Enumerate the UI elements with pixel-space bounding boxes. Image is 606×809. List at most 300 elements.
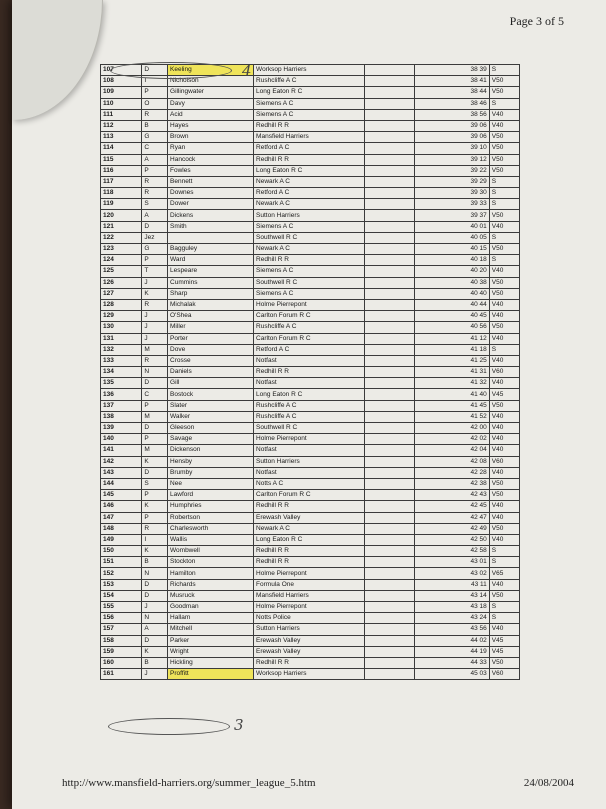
category-cell: V40 [489, 445, 519, 456]
table-row [101, 657, 520, 668]
position-cell: 129 [101, 311, 142, 322]
blank-cell [364, 165, 414, 176]
blank-cell [364, 501, 414, 512]
position-cell: 120 [101, 210, 142, 221]
category-cell: S [489, 255, 519, 266]
table-row [101, 501, 520, 512]
initial-cell: K [142, 456, 168, 467]
club-cell: Carlton Forum R C [254, 490, 365, 501]
time-cell: 45 03 [414, 669, 489, 680]
initial-cell: K [142, 288, 168, 299]
club-cell: Mansfield Harriers [254, 132, 365, 143]
blank-cell [364, 277, 414, 288]
initial-cell: P [142, 434, 168, 445]
page-number: Page 3 of 5 [509, 14, 564, 28]
blank-cell [364, 534, 414, 545]
table-row [101, 277, 520, 288]
surname-cell: Hayes [168, 120, 254, 131]
category-cell: V65 [489, 568, 519, 579]
club-cell: Newark A C [254, 199, 365, 210]
table-row [101, 154, 520, 165]
position-cell: 123 [101, 244, 142, 255]
time-cell: 43 18 [414, 602, 489, 613]
club-cell: Southwell R C [254, 277, 365, 288]
club-cell: Worksop Harriers [254, 669, 365, 680]
club-cell: Erewash Valley [254, 512, 365, 523]
table-row [101, 400, 520, 411]
initial-cell: R [142, 188, 168, 199]
surname-cell: Cummins [168, 277, 254, 288]
club-cell: Sutton Harriers [254, 624, 365, 635]
category-cell: S [489, 199, 519, 210]
initial-cell: P [142, 400, 168, 411]
position-cell: 154 [101, 590, 142, 601]
initial-cell: D [142, 467, 168, 478]
footer-date: 24/08/2004 [523, 777, 574, 789]
table-row [101, 367, 520, 378]
surname-cell: Hancock [168, 154, 254, 165]
blank-cell [364, 188, 414, 199]
initial-cell: M [142, 411, 168, 422]
club-cell: Redhill R R [254, 120, 365, 131]
surname-cell: Slater [168, 400, 254, 411]
blank-cell [364, 176, 414, 187]
time-cell: 40 56 [414, 322, 489, 333]
position-cell: 134 [101, 367, 142, 378]
initial-cell: S [142, 199, 168, 210]
position-cell: 131 [101, 333, 142, 344]
time-cell: 42 47 [414, 512, 489, 523]
time-cell: 38 56 [414, 109, 489, 120]
category-cell: V50 [489, 165, 519, 176]
position-cell: 142 [101, 456, 142, 467]
initial-cell: B [142, 657, 168, 668]
time-cell: 38 41 [414, 76, 489, 87]
position-cell: 127 [101, 288, 142, 299]
surname-cell: Hallam [168, 613, 254, 624]
club-cell: Siemens A C [254, 266, 365, 277]
table-row [101, 143, 520, 154]
category-cell: S [489, 344, 519, 355]
table-row [101, 333, 520, 344]
category-cell: V50 [489, 478, 519, 489]
blank-cell [364, 76, 414, 87]
blank-cell [364, 456, 414, 467]
time-cell: 42 49 [414, 523, 489, 534]
time-cell: 38 46 [414, 98, 489, 109]
initial-cell: D [142, 579, 168, 590]
club-cell: Mansfield Harriers [254, 590, 365, 601]
blank-cell [364, 512, 414, 523]
table-row [101, 210, 520, 221]
initial-cell: D [142, 635, 168, 646]
table-row [101, 478, 520, 489]
initial-cell: N [142, 613, 168, 624]
club-cell: Carlton Forum R C [254, 311, 365, 322]
initial-cell: M [142, 445, 168, 456]
category-cell: V50 [489, 400, 519, 411]
blank-cell [364, 478, 414, 489]
surname-cell: Gillingwater [168, 87, 254, 98]
blank-cell [364, 367, 414, 378]
club-cell: Notfast [254, 445, 365, 456]
pen-circle-bottom [108, 718, 230, 735]
category-cell: V60 [489, 367, 519, 378]
handwritten-mark-bottom: 3 [234, 716, 244, 734]
category-cell: V50 [489, 288, 519, 299]
blank-cell [364, 87, 414, 98]
category-cell: S [489, 546, 519, 557]
surname-cell: Wallis [168, 534, 254, 545]
position-cell: 137 [101, 400, 142, 411]
club-cell: Holme Pierrepont [254, 434, 365, 445]
time-cell: 40 15 [414, 244, 489, 255]
club-cell: Rushcliffe A C [254, 411, 365, 422]
initial-cell: R [142, 299, 168, 310]
club-cell: Carlton Forum R C [254, 333, 365, 344]
club-cell: Redhill R R [254, 557, 365, 568]
time-cell: 41 40 [414, 389, 489, 400]
position-cell: 139 [101, 423, 142, 434]
surname-cell: Musruck [168, 590, 254, 601]
club-cell: Newark A C [254, 244, 365, 255]
position-cell: 157 [101, 624, 142, 635]
surname-cell: Humphries [168, 501, 254, 512]
time-cell: 42 00 [414, 423, 489, 434]
blank-cell [364, 624, 414, 635]
table-row [101, 232, 520, 243]
surname-cell: Crosse [168, 355, 254, 366]
club-cell: Sutton Harriers [254, 456, 365, 467]
time-cell: 42 02 [414, 434, 489, 445]
position-cell: 159 [101, 646, 142, 657]
category-cell: V40 [489, 423, 519, 434]
club-cell: Siemens A C [254, 109, 365, 120]
table-row [101, 98, 520, 109]
position-cell: 151 [101, 557, 142, 568]
time-cell: 42 38 [414, 478, 489, 489]
category-cell: V50 [489, 657, 519, 668]
surname-cell: Sharp [168, 288, 254, 299]
initial-cell: G [142, 132, 168, 143]
position-cell: 112 [101, 120, 142, 131]
time-cell: 41 12 [414, 333, 489, 344]
category-cell: S [489, 557, 519, 568]
club-cell: Notfast [254, 355, 365, 366]
initial-cell: M [142, 344, 168, 355]
surname-cell: Ward [168, 255, 254, 266]
table-row [101, 109, 520, 120]
time-cell: 44 02 [414, 635, 489, 646]
category-cell: S [489, 65, 519, 76]
time-cell: 39 37 [414, 210, 489, 221]
blank-cell [364, 266, 414, 277]
category-cell: S [489, 98, 519, 109]
position-cell: 111 [101, 109, 142, 120]
club-cell: Redhill R R [254, 367, 365, 378]
club-cell: Southwell R C [254, 232, 365, 243]
surname-cell: Bostock [168, 389, 254, 400]
category-cell: V40 [489, 355, 519, 366]
blank-cell [364, 333, 414, 344]
position-cell: 155 [101, 602, 142, 613]
blank-cell [364, 109, 414, 120]
blank-cell [364, 299, 414, 310]
table-row [101, 199, 520, 210]
surname-cell: Dove [168, 344, 254, 355]
time-cell: 43 56 [414, 624, 489, 635]
blank-cell [364, 311, 414, 322]
category-cell: V40 [489, 120, 519, 131]
blank-cell [364, 579, 414, 590]
surname-cell: Robertson [168, 512, 254, 523]
initial-cell: J [142, 669, 168, 680]
blank-cell [364, 98, 414, 109]
table-row [101, 132, 520, 143]
table-row [101, 523, 520, 534]
table-row [101, 299, 520, 310]
blank-cell [364, 523, 414, 534]
initial-cell: T [142, 266, 168, 277]
time-cell: 39 29 [414, 176, 489, 187]
blank-cell [364, 120, 414, 131]
table-row [101, 423, 520, 434]
surname-cell: Brown [168, 132, 254, 143]
surname-cell: Miller [168, 322, 254, 333]
blank-cell [364, 322, 414, 333]
surname-cell: Daniels [168, 367, 254, 378]
club-cell: Redhill R R [254, 154, 365, 165]
time-cell: 39 10 [414, 143, 489, 154]
table-row [101, 176, 520, 187]
category-cell: V45 [489, 389, 519, 400]
table-row [101, 344, 520, 355]
position-cell: 140 [101, 434, 142, 445]
table-row [101, 355, 520, 366]
category-cell: V50 [489, 143, 519, 154]
surname-cell: Dickenson [168, 445, 254, 456]
category-cell: V40 [489, 512, 519, 523]
blank-cell [364, 244, 414, 255]
surname-cell: Ryan [168, 143, 254, 154]
blank-cell [364, 546, 414, 557]
position-cell: 122 [101, 232, 142, 243]
position-cell: 132 [101, 344, 142, 355]
position-cell: 136 [101, 389, 142, 400]
category-cell: V40 [489, 411, 519, 422]
club-cell: Notts A C [254, 478, 365, 489]
category-cell: V40 [489, 109, 519, 120]
blank-cell [364, 423, 414, 434]
blank-cell [364, 221, 414, 232]
table-row [101, 546, 520, 557]
blank-cell [364, 602, 414, 613]
table-row [101, 244, 520, 255]
surname-cell: Stockton [168, 557, 254, 568]
time-cell: 42 58 [414, 546, 489, 557]
position-cell: 119 [101, 199, 142, 210]
initial-cell: C [142, 389, 168, 400]
category-cell: V50 [489, 87, 519, 98]
table-row [101, 646, 520, 657]
handwritten-mark-top: 4 [242, 62, 252, 80]
club-cell: Rushcliffe A C [254, 322, 365, 333]
time-cell: 41 45 [414, 400, 489, 411]
surname-cell: Parker [168, 635, 254, 646]
surname-cell: Bennett [168, 176, 254, 187]
table-row [101, 534, 520, 545]
position-cell: 156 [101, 613, 142, 624]
position-cell: 149 [101, 534, 142, 545]
initial-cell: R [142, 176, 168, 187]
surname-cell: Lawford [168, 490, 254, 501]
initial-cell: P [142, 255, 168, 266]
time-cell: 41 32 [414, 378, 489, 389]
initial-cell: K [142, 501, 168, 512]
category-cell: V50 [489, 132, 519, 143]
initial-cell: J [142, 322, 168, 333]
time-cell: 40 20 [414, 266, 489, 277]
table-row [101, 467, 520, 478]
surname-cell [168, 232, 254, 243]
blank-cell [364, 467, 414, 478]
blank-cell [364, 557, 414, 568]
position-cell: 128 [101, 299, 142, 310]
position-cell: 110 [101, 98, 142, 109]
initial-cell: I [142, 76, 168, 87]
table-row [101, 579, 520, 590]
blank-cell [364, 657, 414, 668]
position-cell: 107 [101, 65, 142, 76]
club-cell: Holme Pierrepont [254, 568, 365, 579]
category-cell: V50 [489, 523, 519, 534]
table-row [101, 613, 520, 624]
initial-cell: P [142, 490, 168, 501]
initial-cell: S [142, 478, 168, 489]
club-cell: Rushcliffe A C [254, 400, 365, 411]
blank-cell [364, 132, 414, 143]
category-cell: V40 [489, 434, 519, 445]
table-row [101, 624, 520, 635]
blank-cell [364, 154, 414, 165]
initial-cell: O [142, 98, 168, 109]
category-cell: S [489, 176, 519, 187]
category-cell: V40 [489, 501, 519, 512]
time-cell: 42 43 [414, 490, 489, 501]
position-cell: 135 [101, 378, 142, 389]
position-cell: 148 [101, 523, 142, 534]
category-cell: V50 [489, 590, 519, 601]
blank-cell [364, 434, 414, 445]
surname-cell: Mitchell [168, 624, 254, 635]
table-row [101, 266, 520, 277]
surname-cell: Dower [168, 199, 254, 210]
document-page [12, 0, 606, 809]
initial-cell: P [142, 512, 168, 523]
surname-cell: Hensby [168, 456, 254, 467]
table-row [101, 411, 520, 422]
initial-cell: A [142, 624, 168, 635]
initial-cell: R [142, 355, 168, 366]
blank-cell [364, 232, 414, 243]
club-cell: Long Eaton R C [254, 534, 365, 545]
category-cell: V50 [489, 490, 519, 501]
category-cell: V60 [489, 456, 519, 467]
position-cell: 158 [101, 635, 142, 646]
time-cell: 44 19 [414, 646, 489, 657]
initial-cell: B [142, 120, 168, 131]
time-cell: 42 28 [414, 467, 489, 478]
time-cell: 42 50 [414, 534, 489, 545]
club-cell: Holme Pierrepont [254, 602, 365, 613]
table-row [101, 288, 520, 299]
position-cell: 108 [101, 76, 142, 87]
time-cell: 42 45 [414, 501, 489, 512]
surname-cell: Keeling [168, 65, 254, 76]
surname-cell: Proffitt [168, 669, 254, 680]
club-cell: Worksop Harriers [254, 65, 365, 76]
category-cell: V50 [489, 322, 519, 333]
club-cell: Sutton Harriers [254, 210, 365, 221]
category-cell: V40 [489, 266, 519, 277]
blank-cell [364, 635, 414, 646]
position-cell: 150 [101, 546, 142, 557]
table-row [101, 557, 520, 568]
club-cell: Erewash Valley [254, 646, 365, 657]
club-cell: Retford A C [254, 143, 365, 154]
surname-cell: Brumby [168, 467, 254, 478]
initial-cell: K [142, 546, 168, 557]
position-cell: 125 [101, 266, 142, 277]
table-row [101, 311, 520, 322]
position-cell: 124 [101, 255, 142, 266]
initial-cell: A [142, 154, 168, 165]
surname-cell: Michalak [168, 299, 254, 310]
time-cell: 39 06 [414, 132, 489, 143]
surname-cell: Smith [168, 221, 254, 232]
time-cell: 42 08 [414, 456, 489, 467]
category-cell: V40 [489, 467, 519, 478]
blank-cell [364, 445, 414, 456]
club-cell: Long Eaton R C [254, 87, 365, 98]
blank-cell [364, 568, 414, 579]
surname-cell: Charlesworth [168, 523, 254, 534]
club-cell: Siemens A C [254, 221, 365, 232]
folded-corner [12, 0, 103, 120]
position-cell: 130 [101, 322, 142, 333]
initial-cell: N [142, 568, 168, 579]
surname-cell: Downes [168, 188, 254, 199]
position-cell: 115 [101, 154, 142, 165]
time-cell: 39 12 [414, 154, 489, 165]
blank-cell [364, 490, 414, 501]
position-cell: 144 [101, 478, 142, 489]
category-cell: V40 [489, 299, 519, 310]
position-cell: 113 [101, 132, 142, 143]
category-cell: V40 [489, 333, 519, 344]
surname-cell: Bagguley [168, 244, 254, 255]
blank-cell [364, 613, 414, 624]
surname-cell: Davy [168, 98, 254, 109]
time-cell: 39 33 [414, 199, 489, 210]
surname-cell: Lespeare [168, 266, 254, 277]
table-row [101, 165, 520, 176]
table-row [101, 490, 520, 501]
time-cell: 42 04 [414, 445, 489, 456]
table-row [101, 590, 520, 601]
club-cell: Newark A C [254, 176, 365, 187]
position-cell: 114 [101, 143, 142, 154]
